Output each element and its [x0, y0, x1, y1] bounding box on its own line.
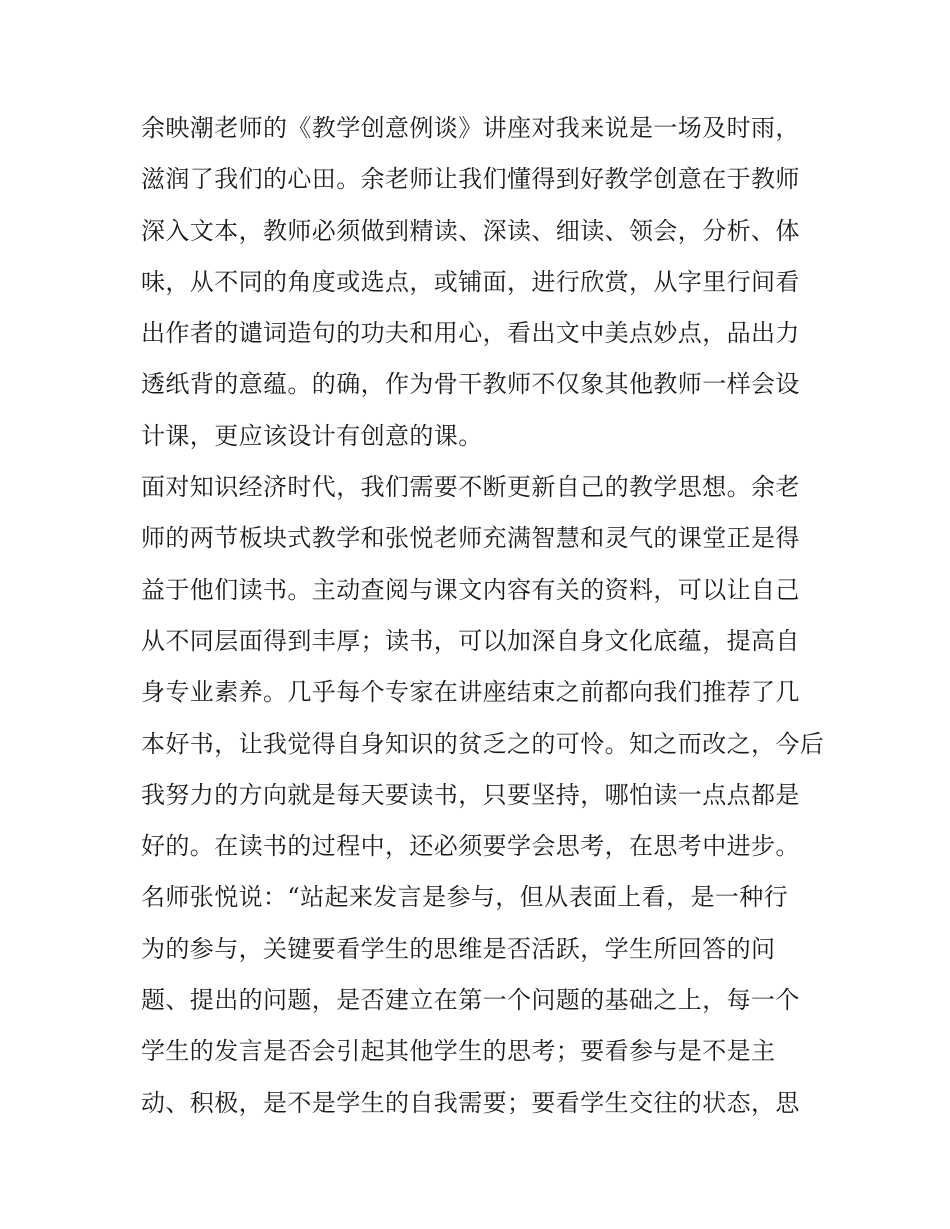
text-line: 我努力的方向就是每天要读书，只要坚持，哪怕读一点点都是 [141, 780, 800, 809]
text-line: 滋润了我们的心田。余老师让我们懂得到好教学创意在于教师 [141, 165, 800, 194]
text-line: 动、积极，是不是学生的自我需要；要看学生交往的状态，思 [141, 1088, 800, 1117]
text-line: 名师张悦说：“站起来发言是参与，但从表面上看，是一种行 [141, 883, 789, 912]
text-line: 出作者的谴词造句的功夫和用心，看出文中美点妙点，品出力 [141, 319, 800, 348]
text-line: 益于他们读书。主动查阅与课文内容有关的资料，可以让自己 [141, 575, 800, 604]
text-line: 深入文本，教师必须做到精读、深读、细读、领会，分析、体 [141, 216, 800, 245]
text-line: 师的两节板块式教学和张悦老师充满智慧和灵气的课堂正是得 [141, 524, 800, 553]
text-line: 学生的发言是否会引起其他学生的思考；要看参与是不是主 [141, 1037, 776, 1066]
text-line: 余映潮老师的《教学创意例谈》讲座对我来说是一场及时雨， [141, 114, 800, 142]
text-line: 从不同层面得到丰厚；读书，可以加深自身文化底蕴，提高自 [141, 626, 800, 655]
text-line: 题、提出的问题，是否建立在第一个问题的基础之上，每一个 [141, 986, 800, 1015]
text-line: 面对知识经济时代，我们需要不断更新自己的教学思想。余老 [141, 473, 800, 502]
body-text [141, 103, 825, 1129]
text-line: 好的。在读书的过程中，还必须要学会思考，在思考中进步。 [141, 832, 800, 861]
text-line: 本好书，让我觉得自身知识的贫乏之的可怜。知之而改之，今后 [141, 729, 825, 758]
text-line: 为的参与，关键要看学生的思维是否活跃，学生所回答的问 [141, 934, 776, 963]
text-line: 身专业素养。几乎每个专家在讲座结束之前都向我们推荐了几 [141, 678, 800, 707]
text-line: 透纸背的意蕴。的确，作为骨干教师不仅象其他教师一样会设 [141, 370, 800, 399]
text-line: 味，从不同的角度或选点，或铺面，进行欣赏，从字里行间看 [141, 267, 800, 296]
text-line: 计课，更应该设计有创意的课。 [141, 421, 483, 450]
